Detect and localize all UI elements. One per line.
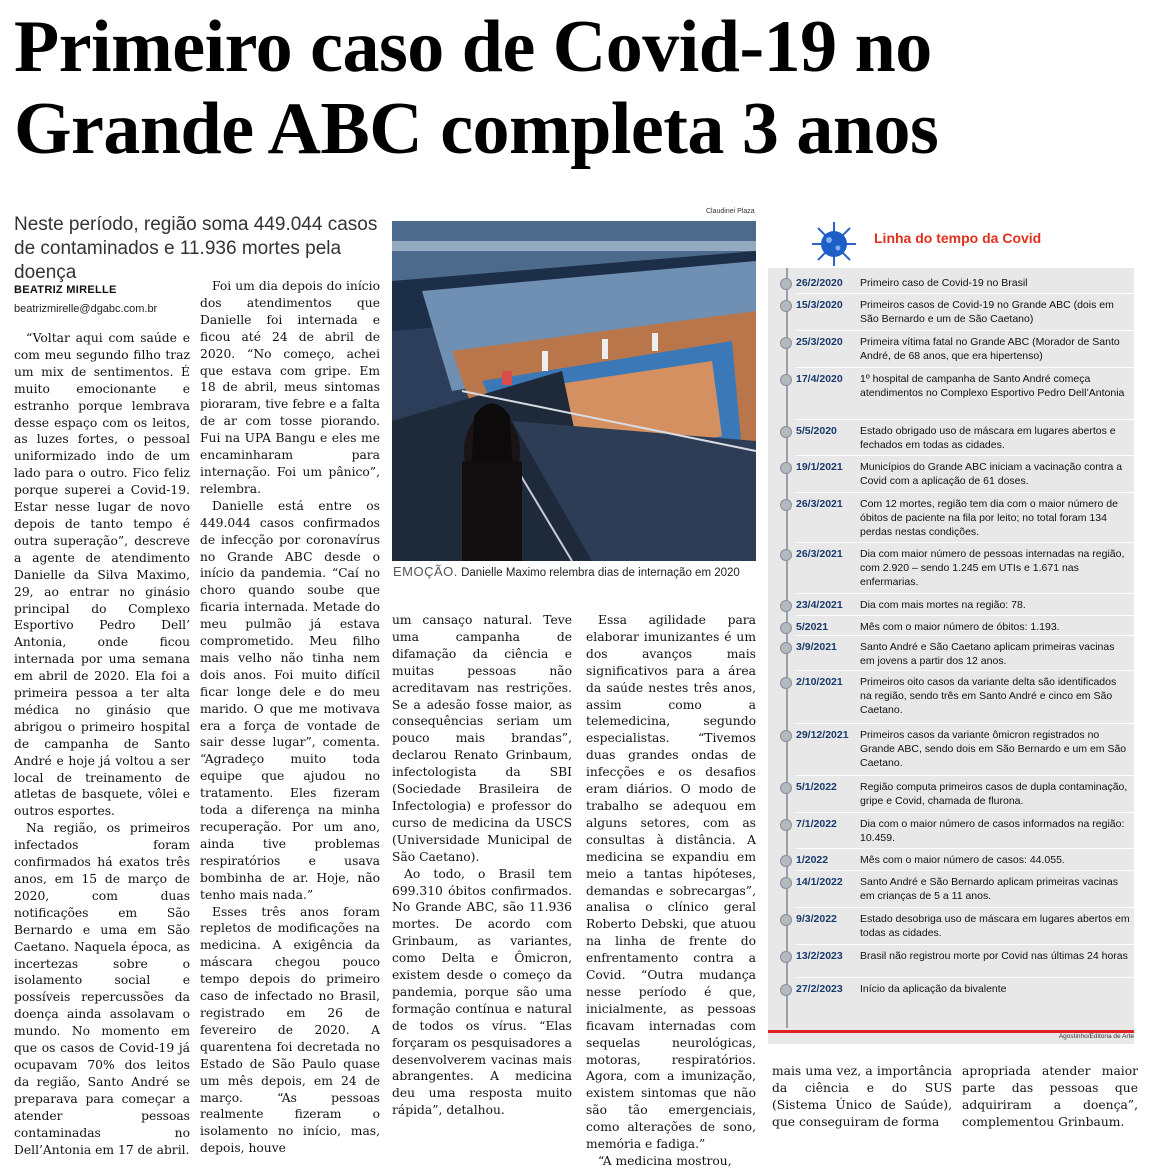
timeline-text: Santo André e São Bernardo aplicam primeiras vacinas em crianças de 5 a 11 anos. [860, 876, 1118, 902]
timeline-date: 9/3/2022 [796, 913, 837, 925]
timeline-dot-icon [780, 426, 792, 438]
article-column-4 [586, 612, 756, 1168]
timeline-dot-icon [780, 951, 792, 963]
timeline-separator [796, 870, 1134, 871]
timeline-text: Primeiro caso de Covid-19 no Brasil [860, 277, 1028, 289]
article-column-3 [392, 612, 572, 1132]
timeline-date: 5/2021 [796, 621, 829, 633]
paragraph: apropriada atender maior parte das pessoas que adquiriram a doença”, complementou Grinbaum. [962, 1064, 1138, 1129]
timeline-dot-icon [780, 730, 792, 742]
timeline-separator [796, 944, 1134, 945]
timeline-dot-icon [780, 549, 792, 561]
paragraph: um cansaço natural. Teve uma campanha de difamação da ciência e muitas pessoas não acreditavam nas restrições. Se a adesão fosse maior, as consequências seriam um pouco mais brandas”, declarou Renato Grinbaum, infectologista da SBI (Sociedade Brasileira de Infectologia) e professor do curso de medicina da USCS (Universidade Municipal de São Caetano). [392, 613, 572, 864]
article-photo [392, 221, 756, 561]
timeline-date: 2/10/2021 [796, 676, 843, 688]
timeline-title: Linha do tempo da Covid [874, 230, 1042, 246]
timeline-text: Santo André e São Caetano aplicam primeiras vacinas em jovens a partir dos 12 anos. [860, 641, 1115, 667]
timeline-date: 26/2/2020 [796, 277, 843, 289]
caption-text: Danielle Maximo relembra dias de internação em 2020 [457, 567, 740, 579]
timeline-text: Primeira vítima fatal no Grande ABC (Morador de Santo André, de 68 anos, que era hipertenso) [860, 336, 1120, 362]
timeline-dot-icon [780, 499, 792, 511]
timeline-date: 23/4/2021 [796, 599, 843, 611]
timeline-date: 3/9/2021 [796, 641, 837, 653]
timeline-text: Início da aplicação da bivalente [860, 983, 1007, 995]
timeline-separator [796, 593, 1134, 594]
byline: BEATRIZ MIRELLE [14, 284, 117, 296]
timeline-dot-icon [780, 622, 792, 634]
timeline-separator [796, 367, 1134, 368]
timeline-date: 19/1/2021 [796, 461, 843, 473]
timeline-date: 14/1/2022 [796, 876, 843, 888]
timeline-date: 1/2022 [796, 854, 829, 866]
author-email: beatrizmirelle@dgabc.com.br [14, 303, 158, 315]
paragraph: “Voltar aqui com saúde e com meu segundo filho traz um mix de sentimentos. É muito emocionante e estranho porque lembrava desse espaço com os leitos, as luzes fortes, o pessoal uniformizado indo de um lado para o outro. Fico feliz porque superei a Covid-19. Estar nesse lugar de novo depois de tanto tempo é outra superação”, descreve a agente de atendimento Danielle da Silva Maximo, 29, ao entrar no ginásio principal do Complexo Esportivo Pedro Dell’ Antonia, onde ficou internada por uma semana em abril de 2020. Ela foi a primeira pessoa a ter alta médica no ginásio que abrigou o primeiro hospital de campanha de Santo André e hoje já voltou a ser local de treinamento de atletas de basquete, vôlei e outros esportes. [14, 331, 190, 819]
timeline-date: 5/1/2022 [796, 781, 837, 793]
timeline-text: Municípios do Grande ABC iniciam a vacinação contra a Covid com a aplicação de 61 doses. [860, 461, 1123, 487]
timeline-separator [796, 848, 1134, 849]
timeline-dot-icon [780, 300, 792, 312]
timeline-date: 15/3/2020 [796, 299, 843, 311]
timeline-date: 26/3/2021 [796, 548, 843, 560]
paragraph: Ao todo, o Brasil tem 699.310 óbitos confirmados. No Grande ABC, são 11.936 mortes. De acordo com Grinbaum, as variantes, como Delta e Ômicron, existem desde o começo da pandemia, porque são uma formação contínua e natural de todos os vírus. “Elas forçaram os pesquisadores a desenvolverem vacinas mais abrangentes. A medicina deu uma resposta muito rápida”, detalhou. [392, 866, 572, 1118]
timeline-text: 1º hospital de campanha de Santo André começa atendimentos no Complexo Esportivo Pedro Dell’Antonia [860, 373, 1125, 399]
timeline-dot-icon [780, 984, 792, 996]
timeline-date: 29/12/2021 [796, 729, 849, 741]
timeline-date: 27/2/2023 [796, 983, 843, 995]
paragraph: Foi um dia depois do início dos atendimentos que Danielle foi internada e ficou até 24 de abril de 2020. “No começo, achei que estava com gripe. Em 18 de abril, meus sintomas pioraram, tive febre e a falta de ar com tosse piorando. Fui na UPA Bangu e eles me encaminharam para internação. Foi um pânico”, relembra. [200, 279, 380, 496]
timeline-separator [796, 455, 1134, 456]
timeline-separator [796, 293, 1134, 294]
paragraph: Esses três anos foram repletos de modificações na medicina. A exigência da máscara chegou pouco tempo depois do primeiro caso de infectado no Brasil, registrado em 26 de fevereiro de 2020. A quarentena foi decretada no Estado de São Paulo quase um mês depois, em 24 de março. “As pessoas realmente fizeram o isolamento no início, mas, depois, houve [200, 904, 380, 1156]
timeline-box [768, 220, 1138, 1050]
timeline-separator [796, 775, 1134, 776]
timeline-date: 26/3/2021 [796, 498, 843, 510]
timeline-dot-icon [780, 782, 792, 794]
article-column-2 [200, 278, 380, 1156]
timeline-dot-icon [780, 600, 792, 612]
timeline-dot-icon [780, 278, 792, 290]
timeline-date: 13/2/2023 [796, 950, 843, 962]
timeline-separator [796, 492, 1134, 493]
timeline-text: Primeiros oito casos da variante delta são identificados na região, sendo três em Santo André e cinco em São Caetano. [860, 676, 1117, 716]
headline: Primeiro caso de Covid-19 no Grande ABC completa 3 anos [14, 6, 939, 170]
timeline-text: Dia com mais mortes na região: 78. [860, 599, 1026, 611]
timeline-text: Com 12 mortes, região tem dia com o maior número de óbitos de paciente na fila por leito; no total foram 134 perdas nestas condições. [860, 498, 1118, 538]
timeline-dot-icon [780, 855, 792, 867]
timeline-separator [796, 907, 1134, 908]
photo-caption [393, 564, 757, 579]
timeline-separator [796, 977, 1134, 978]
timeline-text: Estado obrigado uso de máscara em lugares abertos e fechados em todas as cidades. [860, 425, 1116, 451]
timeline-date: 25/3/2020 [796, 336, 843, 348]
timeline-text: Dia com maior número de pessoas internadas na região, com 2.920 – sendo 1.245 em UTIs e 1.671 nas enfermarias. [860, 548, 1125, 588]
timeline-date: 5/5/2020 [796, 425, 837, 437]
paragraph: Essa agilidade para elaborar imunizantes é um dos avanços mais significativos para a área da saúde nestes três anos, assim como a telemedicina, segundo especialistas. “Tivemos duas grandes ondas de infecções e os desafios eram diários. O modo de trabalho se adequou em alguns setores, com as consultas à distância. A medicina se expandiu em meio a tantas hipóteses, demandas e sobrecargas”, analisa o clínico geral Roberto Debski, que atuou na linha de frente do enfrentamento contra a Covid. “Outra mudança nesse período é que, inicialmente, as pessoas ficavam internadas com sequelas neurológicas, motoras, respiratórios. Agora, com a imunização, existem sintomas que não são tão emergenciais, como alterações de sono, memória e fadiga.” [586, 613, 756, 1152]
timeline-separator [796, 330, 1134, 331]
timeline-text: Mês com o maior número de casos: 44.055. [860, 854, 1065, 866]
timeline-dot-icon [780, 337, 792, 349]
timeline-text: Mês com o maior número de óbitos: 1.193. [860, 621, 1060, 633]
timeline-dot-icon [780, 819, 792, 831]
timeline-text: Estado desobriga uso de máscara em lugares abertos em todas as cidades. [860, 913, 1130, 939]
article-column-5 [772, 1063, 952, 1143]
timeline-dot-icon [780, 642, 792, 654]
timeline-date: 7/1/2022 [796, 818, 837, 830]
article-column-1 [14, 330, 190, 1157]
timeline-dot-icon [780, 462, 792, 474]
timeline-separator [796, 812, 1134, 813]
paragraph: Na região, os primeiros infectados foram confirmados há exatos três anos, em 15 de março de 2020, com duas notificações em São Bernardo e uma em São Caetano. Naquela época, as incertezas sobre o isolamento social e possíveis repercussões da doença ainda assolavam o mundo. No momento em que os casos de Covid-19 já ocupavam 70% dos leitos da região, Santo André se preparava para começar a atender pessoas contaminadas no Dell’Antonia em 17 de abril. [14, 821, 190, 1157]
paragraph: “A medicina mostrou, [598, 1154, 732, 1168]
subheadline: Neste período, região soma 449.044 casos de contaminados e 11.936 mortes pela doença [14, 214, 378, 283]
timeline-text: Dia com o maior número de casos informados na região: 10.459. [860, 818, 1125, 844]
timeline-date: 17/4/2020 [796, 373, 843, 385]
timeline-separator [796, 615, 1134, 616]
timeline-header [768, 220, 1138, 268]
timeline-separator [796, 723, 1134, 724]
article-column-6 [962, 1063, 1138, 1143]
timeline-text: Primeiros casos da variante ômicron registrados no Grande ABC, sendo dois em São Bernardo e um em São Caetano. [860, 729, 1127, 769]
timeline-dot-icon [780, 877, 792, 889]
timeline-dot-icon [780, 374, 792, 386]
timeline-dot-icon [780, 914, 792, 926]
timeline-separator [796, 670, 1134, 671]
timeline-text: Região computa primeiros casos de dupla contaminação, gripe e Covid, chamada de flurona. [860, 781, 1128, 807]
timeline-text: Primeiros casos de Covid-19 no Grande ABC (dois em São Bernardo e um de São Caetano) [860, 299, 1114, 325]
timeline-credit: Agostinho/Editoria de Arte [1058, 1033, 1134, 1040]
paragraph: Danielle está entre os 449.044 casos confirmados de infecção por coronavírus no Grande ABC desde o início da pandemia. “Caí no choro quando soube que ficaria internada. Metade do meu pulmão já estava comprometido. Meu filho mais velho não tinha nem dois anos. Foi muito difícil ficar longe dele e do meu marido. O que me motivava era a força de vontade de sair desse lugar”, comenta. “Agradeço muito toda equipe que ajudou no tratamento. Eles fizeram toda a diferença na minha recuperação. Por um ano, ainda tive problemas respiratórios e usava bombinha de ar. Hoje, não tenho mais nada.” [200, 498, 380, 902]
timeline-text: Brasil não registrou morte por Covid nas últimas 24 horas [860, 950, 1128, 962]
timeline-dot-icon [780, 677, 792, 689]
gymnasium-photo [392, 221, 756, 561]
timeline-separator [796, 635, 1134, 636]
paragraph: mais uma vez, a importância da ciência e do SUS (Sistema Único de Saúde), que conseguiram de forma [772, 1064, 952, 1129]
caption-lead: EMOÇÃO. [393, 564, 458, 579]
photo-credit: Claudinei Plaza [706, 208, 755, 215]
timeline-separator [796, 419, 1134, 420]
timeline-separator [796, 542, 1134, 543]
